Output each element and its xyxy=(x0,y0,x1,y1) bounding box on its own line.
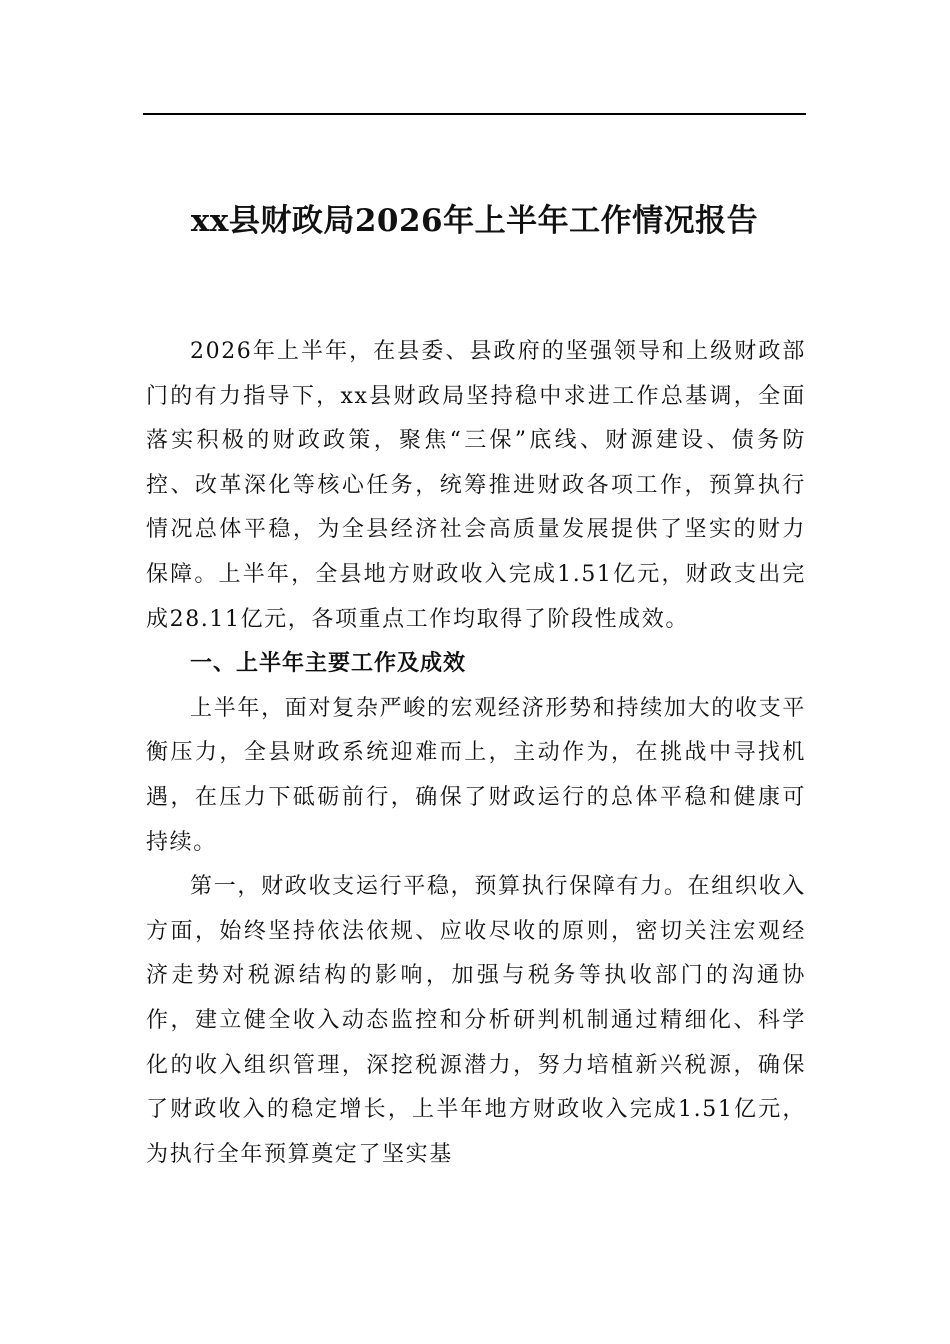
section-paragraph-2: 第一，财政收支运行平稳，预算执行保障有力。在组织收入方面，始终坚持依法依规、应收尽收的原则，密切关注宏观经济走势对税源结构的影响，加强与税务等执收部门的沟通协作，建立健全收入动态监控和分析研判机制通过精细化、科学化的收入组织管理，深挖税源潜力，努力培植新兴税源，确保了财政收入的稳定增长，上半年地方财政收入完成1.51亿元，为执行全年预算奠定了坚实基 xyxy=(146,874,806,1167)
header-rule xyxy=(143,113,806,115)
section-paragraph-1: 上半年，面对复杂严峻的宏观经济形势和持续加大的收支平衡压力，全县财政系统迎难而上，主动作为，在挑战中寻找机遇，在压力下砥砺前行，确保了财政运行的总体平稳和健康可持续。 xyxy=(146,695,806,855)
document-body xyxy=(146,330,806,1177)
section-heading: 一、上半年主要工作及成效 xyxy=(190,651,467,677)
document-title: xx县财政局2026年上半年工作情况报告 xyxy=(190,203,759,239)
intro-paragraph: 2026年上半年，在县委、县政府的坚强领导和上级财政部门的有力指导下，xx县财政局坚持稳中求进工作总基调，全面落实积极的财政政策，聚焦“三保”底线、财源建设、债务防控、改革深化等核心任务，统筹推进财政各项工作，预算执行情况总体平稳，为全县经济社会高质量发展提供了坚实的财力保障。上半年，全县地方财政收入完成1.51亿元，财政支出完成28.11亿元，各项重点工作均取得了阶段性成效。 xyxy=(146,339,806,632)
